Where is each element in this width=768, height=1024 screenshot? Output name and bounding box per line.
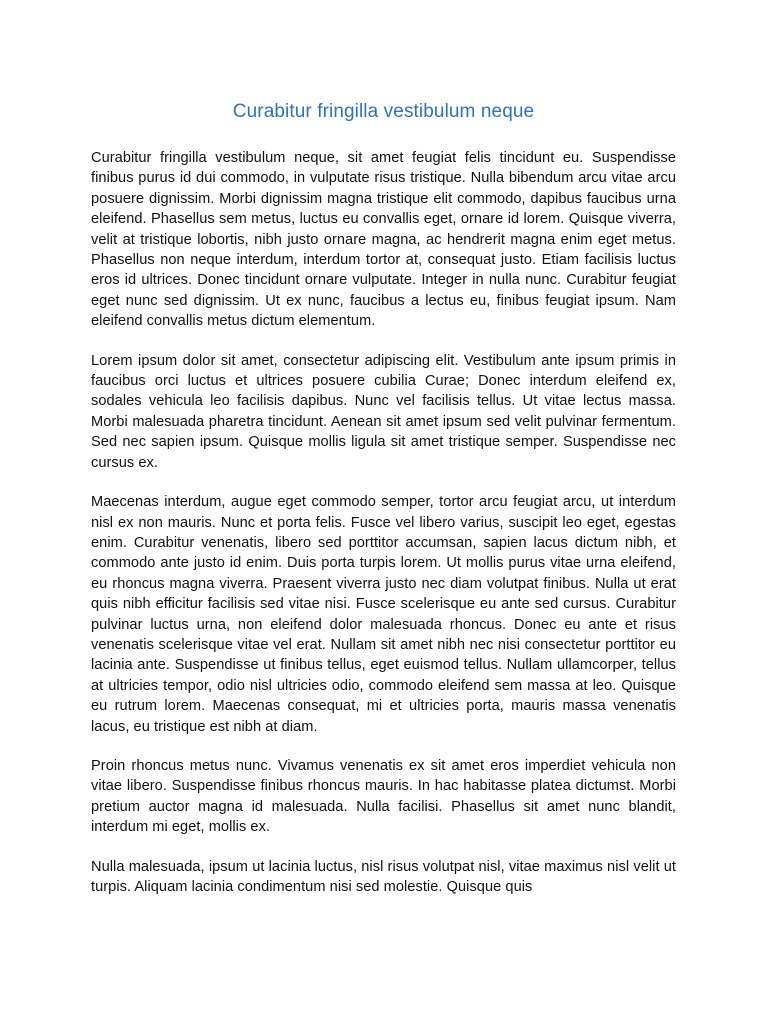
paragraph-4: Proin rhoncus metus nunc. Vivamus venenatis ex sit amet eros imperdiet vehicula non vitae libero. Suspendisse finibus rhoncus mauris. In hac habitasse platea dictumst. Morbi pretium auctor magna id malesuada. Nulla facilisi. Phasellus sit amet nunc blandit, interdum mi eget, mollis ex. [91,757,676,836]
paragraph-2: Lorem ipsum dolor sit amet, consectetur adipiscing elit. Vestibulum ante ipsum primis in faucibus orci luctus et ultrices posuere cubilia Curae; Donec interdum eleifend ex, sodales vehicula leo facilisis dapibus. Nunc vel facilisis tellus. Ut vitae lectus massa. Morbi malesuada pharetra tincidunt. Aenean sit amet ipsum sed velit pulvinar fermentum. Sed nec sapien ipsum. Quisque mollis ligula sit amet tristique semper. Suspendisse nec cursus ex. [91,352,676,471]
document-title: Curabitur fringilla vestibulum neque [232,101,535,122]
paragraph-1: Curabitur fringilla vestibulum neque, sit amet feugiat felis tincidunt eu. Suspendisse finibus purus id dui commodo, in vulputate risus tristique. Nulla bibendum arcu vitae arcu posuere dignissim. Morbi dignissim magna tristique elit commodo, dapibus faucibus urna eleifend. Phasellus sem metus, luctus eu convallis eget, ornare id lorem. Quisque viverra, velit at tristique lobortis, nibh justo ornare magna, ac hendrerit magna enim eget metus. Phasellus non neque interdum, interdum tortor at, consequat justo. Etiam facilisis luctus eros id ultrices. Donec tincidunt ornare vulputate. Integer in nulla nunc. Curabitur feugiat eget nunc sed dignissim. Ut ex nunc, faucibus a lectus eu, finibus feugiat ipsum. Nam eleifend convallis metus dictum elementum. [91,150,676,330]
paragraph-3: Maecenas interdum, augue eget commodo semper, tortor arcu feugiat arcu, ut interdum nisl ex non mauris. Nunc et porta felis. Fusce vel libero varius, suscipit leo eget, egestas enim. Curabitur venenatis, libero sed porttitor accumsan, sapien lacus dictum nibh, et commodo ante justo id enim. Duis porta turpis lorem. Ut mollis purus vitae urna eleifend, eu rhoncus magna viverra. Praesent viverra justo nec diam volutpat finibus. Nulla ut erat quis nibh efficitur facilisis sed vitae nisi. Fusce scelerisque eu ante sed cursus. Curabitur pulvinar luctus urna, non eleifend dolor malesuada rhoncus. Donec eu ante et risus venenatis scelerisque vitae vel erat. Nullam sit amet nibh nec nisi consectetur porttitor eu lacinia ante. Suspendisse ut finibus tellus, eget euismod tellus. Nullam ullamcorper, tellus at ultricies tempor, odio nisl ultricies odio, commodo eleifend sem massa at leo. Quisque eu rutrum lorem. Maecenas consequat, mi et ultricies porta, mauris massa venenatis lacus, eu tristique est nibh at diam. [91,494,676,735]
paragraph-5: Nulla malesuada, ipsum ut lacinia luctus, nisl risus volutpat nisl, vitae maximus nisl velit ut turpis. Aliquam lacinia condimentum nisi sed molestie. Quisque quis [91,858,676,895]
document-page [91,100,676,916]
